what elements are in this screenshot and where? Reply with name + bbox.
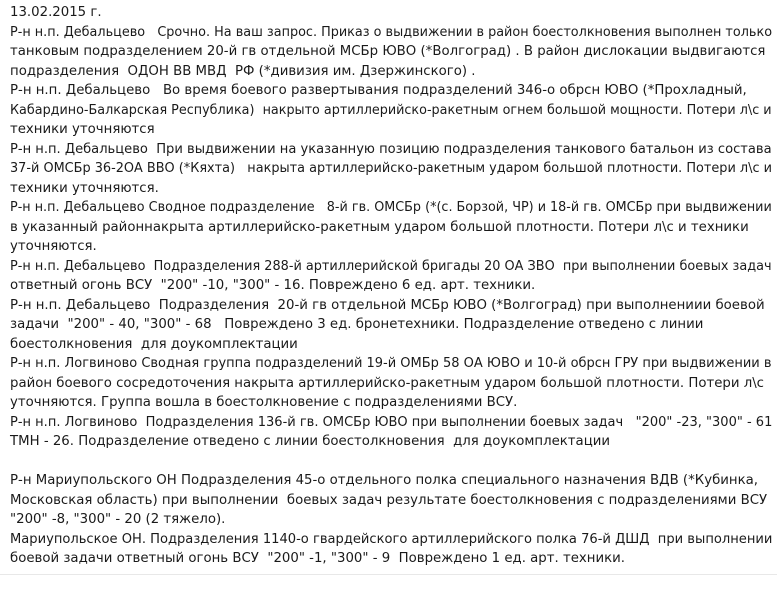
report-line: в указанный районнакрыта артиллерийско-ракетным ударом большой плотности. Потери л\с и техники (10, 219, 749, 235)
report-line: уточняются. (10, 239, 97, 254)
report-line: ответный огонь ВСУ "200" -10, "300" - 16. Повреждено 6 ед. арт. техники. (10, 278, 536, 293)
blank-line (10, 452, 772, 472)
report-line: 37-й ОМСБр 36-2ОА ВВО (*Кяхта) накрыта артиллерийско-ракетным ударом большой плотности. Потери л\с и (10, 161, 772, 176)
report-line: Р-н н.п. Дебальцево Во время боевого развертывания подразделений 346-о обрсн ЮВО (*Прохладный, (10, 83, 747, 98)
report-line: танковым подразделением 20-й гв отдельной МСБр ЮВО (*Волгоград) . В район дислокации выдвигаются (10, 44, 766, 59)
report-date: 13.02.2015 г. (10, 5, 102, 20)
report-line: задачи "200" - 40, "300" - 68 Повреждено 3 ед. бронетехники. Подразделение отведено с линии (10, 317, 704, 332)
report-line: район боевого сосредоточения накрыта артиллерийско-ракетным ударом большой плотности. Потери л\с (10, 375, 764, 391)
report-line: боевой задачи ответный огонь ВСУ "200" -1, "300" - 9 Повреждено 1 ед. арт. техники. (10, 551, 625, 566)
report-line: Р-н н.п. Дебальцево Подразделения 20-й гв отдельной МСБр ЮВО (*Волгоград) при выполнениии боевой (10, 297, 765, 313)
report-line: Р-н н.п. Дебальцево Срочно. На ваш запрос. Приказ о выдвижении в район боестолкновения выполнен только (10, 24, 773, 40)
report-line: Р-н н.п. Дебальцево Сводное подразделение 8-й гв. ОМСБр (*(с. Борзой, ЧР) и 18-й гв. ОМСБр при выдвижении (10, 200, 772, 215)
report-line: Р-н н.п. Логвиново Подразделения 136-й гв. ОМСБр ЮВО при выполнении боевых задач "200" -23, "300" - 61 (10, 414, 773, 430)
report-document (10, 3, 772, 569)
report-line: Р-н н.п. Логвиново Сводная группа подразделений 19-й ОМБр 58 ОА ЮВО и 10-й обрсн ГРУ при выдвижении в (10, 356, 772, 371)
report-line: "200" -8, "300" - 20 (2 тяжело). (10, 512, 226, 527)
report-line: Р-н н.п. Дебальцево Подразделения 288-й артиллерийской бригады 20 ОА ЗВО при выполнении боевых задач (10, 258, 772, 274)
report-line: Р-н н.п. Дебальцево При выдвижении на указанную позицию подразделения танкового батальон из состава (10, 141, 772, 157)
report-line: ТМН - 26. Подразделение отведено с линии боестолкновения для доукомплектации (10, 434, 611, 449)
report-line: Р-н Мариупольского ОН Подразделения 45-о отдельного полка специального назначения ВДВ (*Кубинка, (10, 473, 759, 488)
report-line: Кабардино-Балкарская Республика) накрыто артиллерийско-ракетным огнем большой мощности. Потери л\с и (10, 102, 772, 118)
report-line: уточняются. Группа вошла в боестолкновение с подразделениями ВСУ. (10, 395, 518, 410)
report-line: Мариупольское ОН. Подразделения 1140-о гвардейского артиллерийского полка 76-й ДШД при выполнении (10, 531, 773, 547)
report-line: боестолкновения для доукомплектации (10, 336, 298, 352)
divider (0, 574, 777, 575)
report-line: техники уточняются. (10, 180, 159, 196)
report-line: техники уточняются (10, 122, 155, 137)
report-line: Московская область) при выполнении боевых задач результате боестолкновения с подразделениями ВСУ (10, 492, 768, 508)
report-line: подразделения ОДОН ВВ МВД РФ (*дивизия им. Дзержинского) . (10, 63, 476, 79)
